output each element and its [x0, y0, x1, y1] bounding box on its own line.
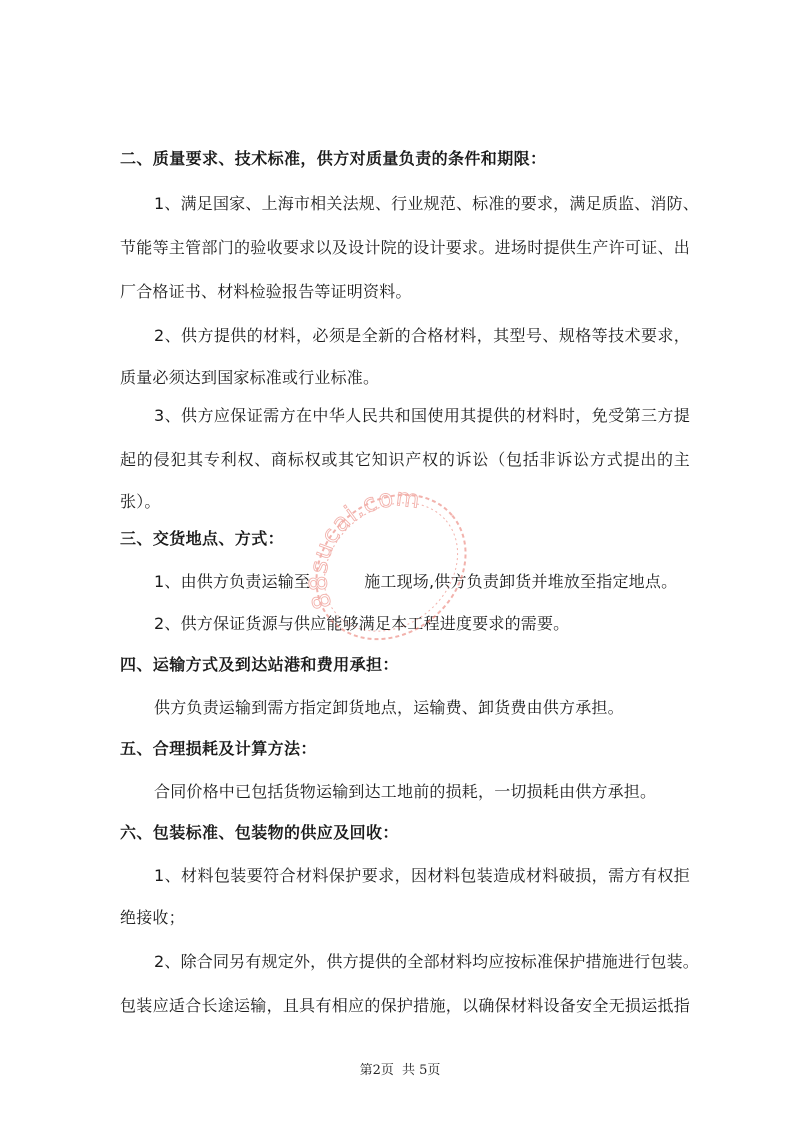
section-3-item-1-part-1: 1、由供方负责运输至	[154, 572, 311, 591]
section-3-item-2: 2、供方保证货源与供应能够满足本工程进度要求的需要。	[154, 614, 570, 633]
section-6-item-1-line-1: 1、材料包装要符合材料保护要求，因材料包装造成材料破损，需方有权拒	[154, 866, 690, 885]
page-footer	[0, 1059, 800, 1078]
section-6-heading: 六、包装标准、包装物的供应及回收：	[120, 823, 399, 842]
section-3-heading: 三、交货地点、方式：	[120, 529, 285, 548]
section-5-body: 合同价格中已包括货物运输到达工地前的损耗，一切损耗由供方承担。	[154, 782, 657, 801]
section-3-item-1-part-2: 施工现场,供方负责卸货并堆放至指定地点。	[364, 572, 678, 591]
section-6-item-1-line-2: 绝接收；	[120, 908, 185, 927]
section-2-item-1-line-2: 节能等主管部门的验收要求以及设计院的设计要求。进场时提供生产许可证、出	[120, 238, 690, 257]
watermark-stamp	[302, 478, 480, 656]
section-6-item-2-line-1: 2、除合同另有规定外，供方提供的全部材料均应按标准保护措施进行包装。	[154, 952, 699, 971]
section-5-heading: 五、合理损耗及计算方法：	[120, 739, 317, 758]
page-number: 第2页	[359, 1063, 394, 1078]
section-2-item-2-line-2: 质量必须达到国家标准或行业标准。	[120, 368, 380, 387]
section-2-item-3-line-1: 3、供方应保证需方在中华人民共和国使用其提供的材料时，免受第三方提	[154, 406, 690, 425]
section-2-item-2-line-1: 2、供方提供的材料，必须是全新的合格材料，其型号、规格等技术要求，	[154, 326, 690, 345]
section-4-body: 供方负责运输到需方指定卸货地点，运输费、卸货费由供方承担。	[154, 698, 624, 717]
section-2-heading: 二、质量要求、技术标准，供方对质量负责的条件和期限：	[120, 149, 547, 168]
section-2-item-1-line-3: 厂合格证书、材料检验报告等证明资料。	[120, 282, 412, 301]
section-6-item-2-line-2: 包装应适合长途运输，且具有相应的保护措施，以确保材料设备安全无损运抵指	[120, 996, 690, 1015]
section-4-heading: 四、运输方式及到达站港和费用承担：	[120, 655, 399, 674]
watermark-text: 88sucai.com	[304, 483, 423, 613]
section-2-item-3-line-2: 起的侵犯其专利权、商标权或其它知识产权的诉讼（包括非诉讼方式提出的主	[120, 450, 690, 469]
section-2-item-1-line-1: 1、满足国家、上海市相关法规、行业规范、标准的要求，满足质监、消防、	[154, 194, 699, 213]
section-2-item-3-line-3: 张）。	[120, 492, 161, 511]
page-total: 共 5页	[401, 1063, 441, 1078]
